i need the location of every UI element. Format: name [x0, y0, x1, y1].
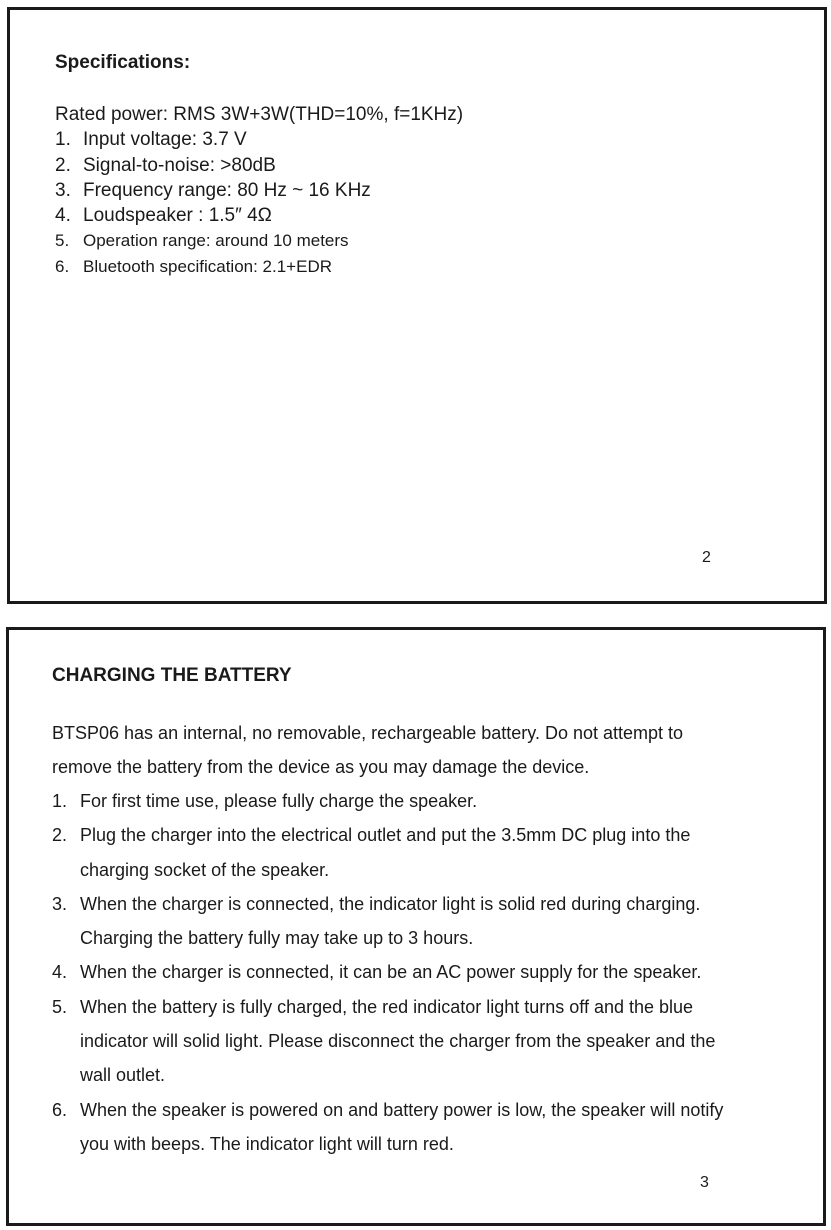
- charging-step: [52, 1093, 723, 1162]
- step-text-continued: wall outlet.: [80, 1065, 166, 1086]
- step-number: 5.: [52, 996, 68, 1017]
- step-text: When the charger is connected, it can be an AC power supply for the speaker.: [80, 962, 702, 983]
- spec-item-number: 4.: [55, 205, 71, 227]
- spec-item: [55, 153, 463, 178]
- spec-item-text: Input voltage: 3.7 V: [83, 129, 247, 151]
- charging-battery-page: [6, 627, 826, 1226]
- charging-step: [52, 818, 723, 887]
- spec-item: [55, 203, 463, 228]
- spec-item: [55, 228, 463, 253]
- spec-item-text: Frequency range: 80 Hz ~ 16 KHz: [83, 179, 371, 201]
- charging-steps-list: [52, 784, 723, 1161]
- spec-item: [55, 254, 463, 279]
- spec-item-text: Bluetooth specification: 2.1+EDR: [83, 256, 333, 276]
- spec-item-text: Operation range: around 10 meters: [83, 231, 349, 251]
- charging-step: [52, 955, 723, 989]
- step-number: 3.: [52, 893, 68, 914]
- spec-item-text: Loudspeaker : 1.5″ 4Ω: [83, 205, 272, 227]
- step-text: When the battery is fully charged, the red indicator light turns off and the blue: [80, 996, 694, 1017]
- charging-step: [52, 887, 723, 956]
- spec-item: [55, 127, 463, 152]
- specifications-page: [7, 7, 827, 604]
- step-number: 6.: [52, 1099, 68, 1120]
- spec-item-number: 6.: [55, 256, 70, 276]
- step-text-continued: Charging the battery fully may take up to 3 hours.: [80, 928, 474, 949]
- intro-line: remove the battery from the device as you may damage the device.: [52, 757, 590, 778]
- spec-item-number: 2.: [55, 154, 71, 176]
- spec-item-text: Signal-to-noise: >80dB: [83, 154, 276, 176]
- specifications-heading: Specifications:: [55, 52, 191, 73]
- step-text: When the speaker is powered on and battery power is low, the speaker will notify: [80, 1099, 724, 1120]
- charging-step: [52, 990, 723, 1093]
- page-number: 3: [700, 1174, 709, 1191]
- step-text-continued: you with beeps. The indicator light will turn red.: [80, 1133, 454, 1154]
- step-text: For first time use, please fully charge the speaker.: [80, 791, 478, 811]
- rated-power-line: [55, 102, 463, 127]
- spec-item: [55, 178, 463, 203]
- step-text-continued: charging socket of the speaker.: [80, 859, 330, 880]
- spec-item-number: 3.: [55, 179, 71, 201]
- step-text: Plug the charger into the electrical outlet and put the 3.5mm DC plug into the: [80, 825, 691, 846]
- specifications-list: [55, 102, 463, 279]
- spec-item-number: 5.: [55, 231, 70, 251]
- step-text: When the charger is connected, the indicator light is solid red during charging.: [80, 893, 701, 914]
- charging-heading: CHARGING THE BATTERY: [52, 665, 292, 686]
- step-number: 2.: [52, 825, 68, 846]
- page-number: 2: [702, 549, 711, 566]
- step-number: 4.: [52, 962, 68, 983]
- step-text-continued: indicator will solid light. Please disconnect the charger from the speaker and the: [80, 1031, 716, 1052]
- rated-power-text: Rated power: RMS 3W+3W(THD=10%, f=1KHz): [55, 104, 464, 125]
- intro-paragraph: [52, 716, 812, 785]
- spec-item-number: 1.: [55, 129, 71, 151]
- step-number: 1.: [52, 791, 68, 811]
- charging-step: [52, 784, 723, 818]
- intro-line: BTSP06 has an internal, no removable, rechargeable battery. Do not attempt to: [52, 723, 684, 743]
